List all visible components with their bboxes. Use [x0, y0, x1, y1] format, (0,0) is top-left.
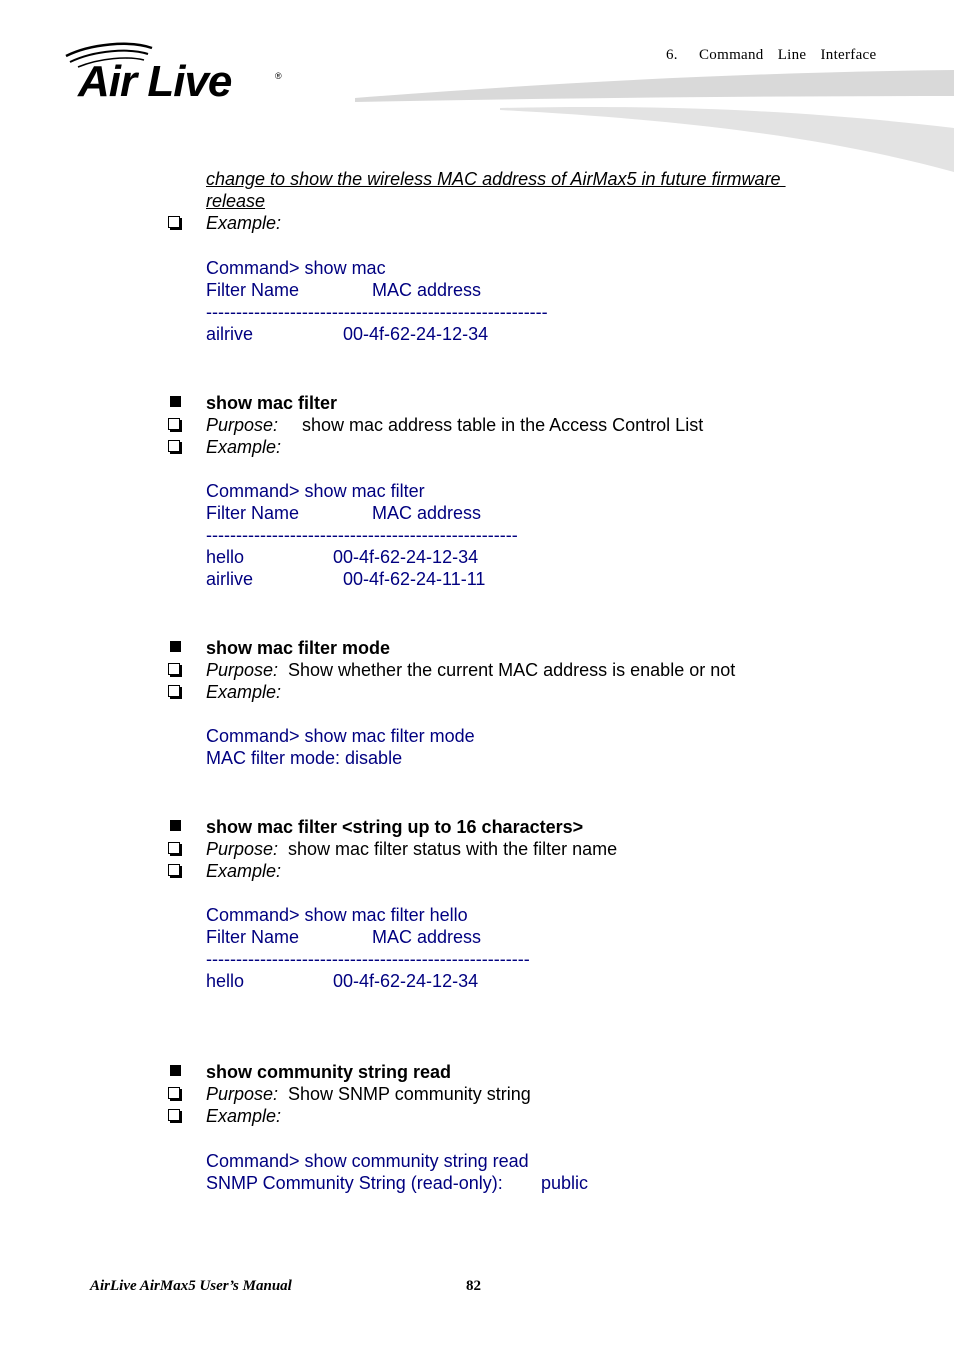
row-mac: 00-4f-62-24-12-34: [333, 547, 479, 567]
row-name: hello: [206, 971, 245, 991]
command-result: MAC filter mode: disable: [206, 748, 403, 768]
example-label: Example:: [206, 1106, 282, 1126]
checkbox-bullet-icon: [168, 864, 180, 876]
chapter-title: 6. Command Line Interface: [666, 47, 877, 63]
command-line: Command> show mac filter: [206, 481, 425, 501]
example-label: Example:: [206, 437, 282, 457]
command-result-label: SNMP Community String (read-only):: [206, 1173, 503, 1193]
purpose-text: show mac address table in the Access Control List: [302, 415, 704, 435]
section-title-mac-filter-string: show mac filter <string up to 16 characters>: [206, 817, 584, 837]
footer-manual-title: AirLive AirMax5 User’s Manual: [90, 1278, 292, 1294]
command-line: Command> show community string read: [206, 1151, 529, 1171]
square-bullet-icon: [170, 396, 181, 407]
square-bullet-icon: [170, 1065, 181, 1076]
checkbox-bullet-icon: [168, 418, 180, 430]
purpose-label: Purpose:: [206, 1084, 279, 1104]
command-line: Command> show mac filter hello: [206, 905, 468, 925]
divider-dashes: ---------------------------------------------------------: [206, 302, 548, 322]
airlive-logo: Air Live: [78, 57, 232, 106]
page-number: 82: [466, 1278, 481, 1294]
square-bullet-icon: [170, 820, 181, 831]
registered-mark: ®: [275, 71, 282, 81]
square-bullet-icon: [170, 641, 181, 652]
command-line: Command> show mac: [206, 258, 386, 278]
column-mac-address: MAC address: [372, 503, 482, 523]
example-label: Example:: [206, 682, 282, 702]
section-title-mac-filter-mode: show mac filter mode: [206, 638, 391, 658]
checkbox-bullet-icon: [168, 685, 180, 697]
checkbox-bullet-icon: [168, 663, 180, 675]
checkbox-bullet-icon: [168, 1109, 180, 1121]
row-name: airlive: [206, 569, 254, 589]
purpose-label: Purpose:: [206, 660, 279, 680]
row-name: ailrive: [206, 324, 254, 344]
purpose-text: show mac filter status with the filter name: [288, 839, 618, 859]
column-mac-address: MAC address: [372, 927, 482, 947]
divider-dashes: ------------------------------------------------------: [206, 949, 530, 969]
purpose-label: Purpose:: [206, 415, 279, 435]
checkbox-bullet-icon: [168, 216, 180, 228]
checkbox-bullet-icon: [168, 1087, 180, 1099]
intro-line-1: change to show the wireless MAC address of AirMax5 in future firmware: [206, 169, 786, 189]
command-line: Command> show mac filter mode: [206, 726, 475, 746]
row-name: hello: [206, 547, 245, 567]
intro-line-2: release: [206, 191, 266, 211]
section-title-community-string: show community string read: [206, 1062, 452, 1082]
column-filter-name: Filter Name: [206, 927, 300, 947]
divider-dashes: ----------------------------------------------------: [206, 525, 518, 545]
purpose-text: Show whether the current MAC address is enable or not: [288, 660, 736, 680]
row-mac: 00-4f-62-24-12-34: [333, 971, 479, 991]
checkbox-bullet-icon: [168, 440, 180, 452]
example-label: Example:: [206, 213, 282, 233]
purpose-text: Show SNMP community string: [288, 1084, 531, 1104]
row-mac: 00-4f-62-24-11-11: [343, 569, 486, 589]
column-filter-name: Filter Name: [206, 280, 300, 300]
command-result-value: public: [541, 1173, 589, 1193]
purpose-label: Purpose:: [206, 839, 279, 859]
row-mac: 00-4f-62-24-12-34: [343, 324, 489, 344]
column-mac-address: MAC address: [372, 280, 482, 300]
column-filter-name: Filter Name: [206, 503, 300, 523]
checkbox-bullet-icon: [168, 842, 180, 854]
example-label: Example:: [206, 861, 282, 881]
section-title-mac-filter: show mac filter: [206, 393, 338, 413]
